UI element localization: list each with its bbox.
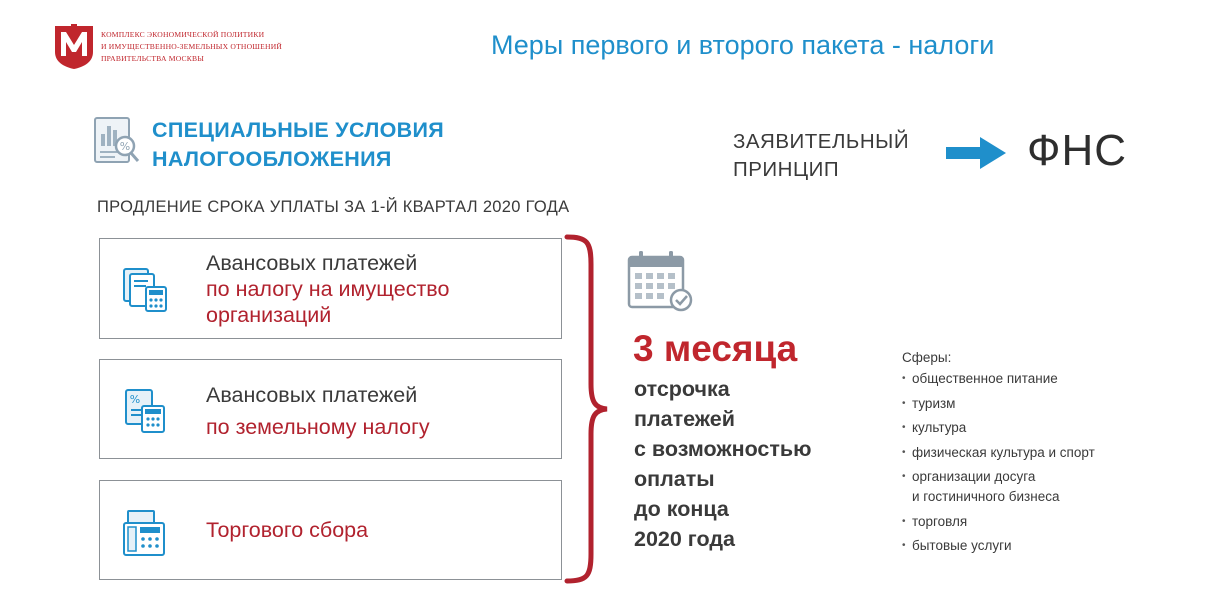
calendar-check-icon (625, 249, 695, 313)
logo-line: И ИМУЩЕСТВЕННО-ЗЕМЕЛЬНЫХ ОТНОШЕНИЙ (101, 42, 283, 51)
deferral-line: с возможностью (634, 437, 812, 461)
curly-brace (561, 234, 611, 584)
special-title-line: СПЕЦИАЛЬНЫЕ УСЛОВИЯ (152, 118, 445, 142)
arrow-right-icon (946, 137, 1006, 169)
special-conditions-title (152, 116, 444, 174)
sphere-item: • бытовые услуги (902, 536, 1095, 556)
payment-box-property-tax (99, 238, 562, 339)
special-title-line: НАЛОГООБЛОЖЕНИЯ (152, 147, 392, 171)
logo-line: ПРАВИТЕЛЬСТВА МОСКВЫ (101, 54, 205, 63)
payment-line: по налогу на имущество (206, 277, 450, 301)
payment-text (206, 250, 449, 328)
principle-line: ПРИНЦИП (733, 158, 840, 181)
sphere-item: • общественное питание (902, 369, 1095, 389)
deferral-line: отсрочка (634, 377, 730, 401)
deferral-line: оплаты (634, 467, 715, 491)
spheres-list (902, 350, 1095, 561)
payment-line: Авансовых платежей (206, 383, 418, 407)
three-months-label: 3 месяца (633, 328, 798, 369)
payment-line: Торгового сбора (206, 518, 369, 542)
payment-line: организаций (206, 303, 332, 327)
tax-report-icon (91, 112, 141, 168)
deferral-line: до конца (634, 497, 729, 521)
cash-register-icon (122, 509, 168, 557)
applicant-principle (733, 128, 909, 184)
sphere-item: • физическая культура и спорт (902, 443, 1095, 463)
percent-calculator-icon (122, 386, 168, 434)
spheres-heading: Сферы: (902, 350, 952, 365)
svg-text:%: % (129, 393, 141, 406)
deferral-line: платежей (634, 407, 735, 431)
page-title: Меры первого и второго пакета - налоги (491, 30, 995, 60)
payment-text (206, 382, 430, 440)
sphere-item: • организации досуга и гостиничного бизнеса (902, 467, 1095, 507)
deferral-line: 2020 года (634, 527, 735, 551)
logo-line: КОМПЛЕКС ЭКОНОМИЧЕСКОЙ ПОЛИТИКИ (101, 30, 265, 39)
sphere-item: • культура (902, 418, 1095, 438)
section-subtitle: ПРОДЛЕНИЕ СРОКА УПЛАТЫ ЗА 1-Й КВАРТАЛ 2020 ГОДА (97, 198, 570, 216)
deferral-description (634, 374, 811, 554)
svg-text:%: % (119, 140, 131, 153)
moscow-government-logo (52, 22, 96, 70)
logo-organization-name (101, 29, 282, 65)
payment-box-land-tax (99, 359, 562, 459)
principle-line: ЗАЯВИТЕЛЬНЫЙ (733, 130, 910, 153)
payment-line: по земельному налогу (206, 415, 430, 439)
fns-label: ФНС (1027, 126, 1128, 175)
sphere-item: • туризм (902, 394, 1095, 414)
payment-box-trade-fee (99, 480, 562, 580)
documents-calculator-icon (122, 265, 168, 313)
payment-line: Авансовых платежей (206, 251, 418, 275)
sphere-item: • торговля (902, 512, 1095, 532)
